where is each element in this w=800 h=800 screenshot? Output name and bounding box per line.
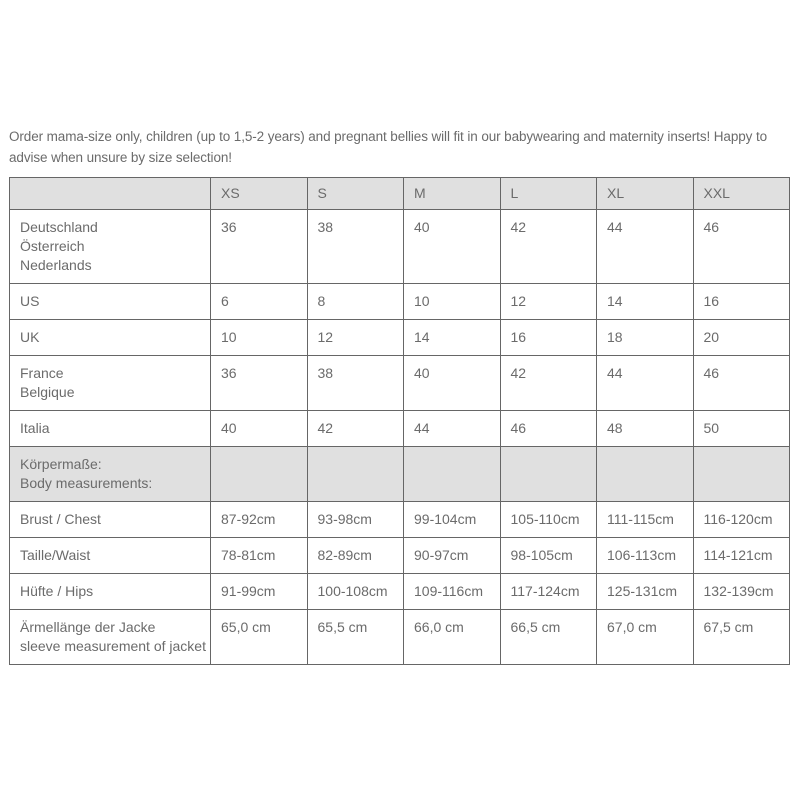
cell-value: 20 xyxy=(693,320,790,356)
cell-value: 66,0 cm xyxy=(404,610,501,665)
section-row xyxy=(10,447,790,502)
cell-value: 100-108cm xyxy=(307,574,404,610)
cell-value: 12 xyxy=(500,284,597,320)
cell-value xyxy=(211,447,308,502)
cell-value: 44 xyxy=(404,411,501,447)
cell-value: 82-89cm xyxy=(307,538,404,574)
cell-value: 109-116cm xyxy=(404,574,501,610)
table-body xyxy=(10,210,790,665)
cell-value xyxy=(693,447,790,502)
cell-value: 65,5 cm xyxy=(307,610,404,665)
table-row xyxy=(10,356,790,411)
cell-value xyxy=(307,447,404,502)
table-row xyxy=(10,411,790,447)
cell-value: 36 xyxy=(211,356,308,411)
row-label: Italia xyxy=(10,411,211,447)
intro-text: Order mama-size only, children (up to 1,5-2 years) and pregnant bellies will fit in our babywearing and maternity inserts! Happy to advise when unsure by size selection! xyxy=(9,129,768,165)
table-row xyxy=(10,538,790,574)
cell-value: 38 xyxy=(307,210,404,284)
cell-value: 91-99cm xyxy=(211,574,308,610)
row-label: UK xyxy=(10,320,211,356)
cell-value: 42 xyxy=(307,411,404,447)
cell-value xyxy=(597,447,694,502)
cell-value: 50 xyxy=(693,411,790,447)
row-label: Brust / Chest xyxy=(10,502,211,538)
header-row xyxy=(10,178,790,210)
cell-value: 40 xyxy=(211,411,308,447)
cell-value: 117-124cm xyxy=(500,574,597,610)
cell-value: 99-104cm xyxy=(404,502,501,538)
size-chart-table xyxy=(9,177,790,665)
cell-value: 42 xyxy=(500,356,597,411)
cell-value: 16 xyxy=(693,284,790,320)
table-row xyxy=(10,502,790,538)
row-label: Taille/Waist xyxy=(10,538,211,574)
column-header: L xyxy=(500,178,597,210)
cell-value: 114-121cm xyxy=(693,538,790,574)
cell-value: 87-92cm xyxy=(211,502,308,538)
cell-value: 42 xyxy=(500,210,597,284)
cell-value: 12 xyxy=(307,320,404,356)
cell-value: 10 xyxy=(211,320,308,356)
cell-value: 66,5 cm xyxy=(500,610,597,665)
table-row xyxy=(10,320,790,356)
cell-value: 44 xyxy=(597,210,694,284)
column-header: XL xyxy=(597,178,694,210)
row-label: US xyxy=(10,284,211,320)
table-row xyxy=(10,610,790,665)
cell-value: 90-97cm xyxy=(404,538,501,574)
cell-value: 67,0 cm xyxy=(597,610,694,665)
column-header: XXL xyxy=(693,178,790,210)
cell-value: 40 xyxy=(404,210,501,284)
table-row xyxy=(10,574,790,610)
cell-value: 14 xyxy=(597,284,694,320)
cell-value: 16 xyxy=(500,320,597,356)
cell-value xyxy=(500,447,597,502)
cell-value: 48 xyxy=(597,411,694,447)
cell-value: 36 xyxy=(211,210,308,284)
cell-value: 132-139cm xyxy=(693,574,790,610)
cell-value: 78-81cm xyxy=(211,538,308,574)
column-header xyxy=(10,178,211,210)
cell-value: 111-115cm xyxy=(597,502,694,538)
cell-value: 65,0 cm xyxy=(211,610,308,665)
row-label: Ärmellänge der Jacke sleeve measurement of jacket xyxy=(10,610,211,665)
cell-value: 44 xyxy=(597,356,694,411)
row-label: Körpermaße: Body measurements: xyxy=(10,447,211,502)
cell-value: 10 xyxy=(404,284,501,320)
cell-value: 18 xyxy=(597,320,694,356)
table-row xyxy=(10,210,790,284)
column-header: XS xyxy=(211,178,308,210)
cell-value: 6 xyxy=(211,284,308,320)
cell-value: 93-98cm xyxy=(307,502,404,538)
row-label: Deutschland Österreich Nederlands xyxy=(10,210,211,284)
cell-value: 116-120cm xyxy=(693,502,790,538)
cell-value: 98-105cm xyxy=(500,538,597,574)
cell-value: 46 xyxy=(693,356,790,411)
cell-value: 105-110cm xyxy=(500,502,597,538)
cell-value: 40 xyxy=(404,356,501,411)
cell-value: 46 xyxy=(500,411,597,447)
cell-value: 125-131cm xyxy=(597,574,694,610)
cell-value: 67,5 cm xyxy=(693,610,790,665)
row-label: France Belgique xyxy=(10,356,211,411)
cell-value: 14 xyxy=(404,320,501,356)
cell-value: 38 xyxy=(307,356,404,411)
cell-value xyxy=(404,447,501,502)
column-header: M xyxy=(404,178,501,210)
table-row xyxy=(10,284,790,320)
column-header: S xyxy=(307,178,404,210)
cell-value: 46 xyxy=(693,210,790,284)
cell-value: 8 xyxy=(307,284,404,320)
row-label: Hüfte / Hips xyxy=(10,574,211,610)
cell-value: 106-113cm xyxy=(597,538,694,574)
